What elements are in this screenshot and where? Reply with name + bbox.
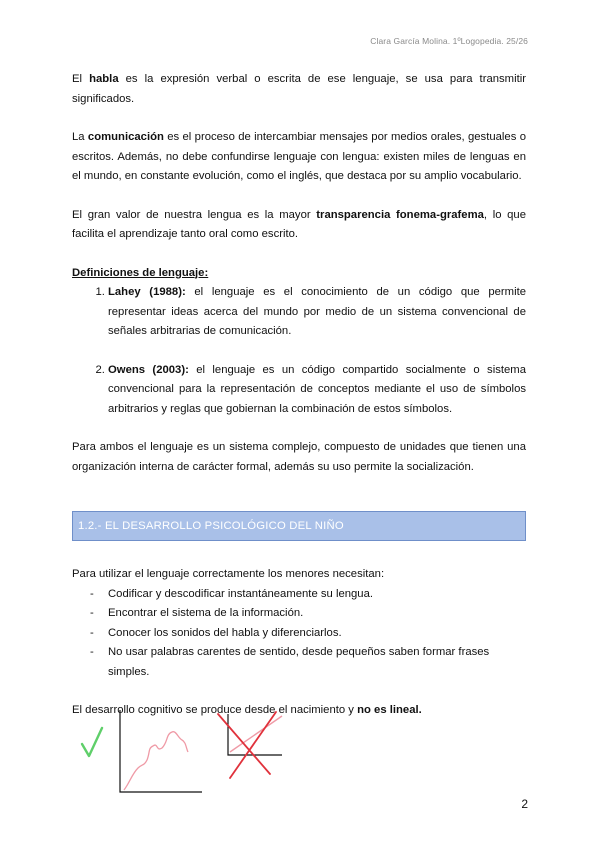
- nonlinear-graph-axes: [120, 710, 202, 792]
- page-number: 2: [521, 797, 528, 811]
- term-comunicacion: comunicación: [87, 131, 164, 143]
- definition-author: Owens (2003):: [108, 363, 189, 376]
- paragraph-habla: [72, 70, 526, 109]
- paragraph-summary: Para ambos el lenguaje es un sistema complejo, compuesto de unidades que tienen una organización interna de carácter formal, además su uso permite la socialización.: [72, 441, 526, 473]
- term-transparencia: transparencia fonema-grafema: [316, 208, 484, 221]
- nonlinear-curve: [124, 732, 188, 790]
- text: El desarrollo cognitivo se produce desde el nacimiento y: [72, 704, 358, 716]
- term-habla: habla: [89, 73, 119, 85]
- dash-bullet: -: [90, 607, 94, 619]
- list-item-text: No usar palabras carentes de sentido, desde pequeños saben formar frases simples.: [108, 646, 490, 678]
- development-sketch: [72, 708, 302, 800]
- dash-bullet: -: [90, 626, 94, 639]
- text: El: [72, 73, 90, 85]
- definitions-title: Definiciones de lenguaje:: [72, 266, 209, 279]
- needs-intro: Para utilizar el lenguaje correctamente los menores necesitan:: [72, 568, 385, 580]
- text: es la expresión verbal o escrita de ese lenguaje, se usa para transmitir significados.: [72, 73, 527, 105]
- dash-bullet: -: [90, 587, 94, 600]
- list-item-text: Codificar y descodificar instantáneamente su lengua.: [108, 587, 374, 600]
- definitions-list: [72, 283, 526, 419]
- dash-bullet: -: [90, 646, 94, 658]
- definition-item: [108, 361, 526, 420]
- list-item-text: Conocer los sonidos del habla y diferenciarlos.: [108, 626, 342, 639]
- list-item: [90, 643, 526, 682]
- text: es el proceso de intercambiar mensajes por medios orales, gestuales o escritos. Además, no debe confundirse lenguaje con lengua: existen miles de lenguas en el mundo, en constante evolución, como el inglés, que destaca por su amplio vocabulario.: [72, 131, 526, 182]
- emphasis-no-lineal: no es lineal.: [357, 704, 422, 716]
- document-body: [72, 70, 526, 740]
- section-heading: 1.2.- EL DESARROLLO PSICOLÓGICO DEL NIÑO: [72, 511, 526, 541]
- page-header: Clara García Molina. 1ºLogopedia. 25/26: [370, 36, 528, 46]
- paragraph-comunicacion: [72, 128, 526, 187]
- list-item: [90, 604, 526, 624]
- text: La: [72, 131, 88, 143]
- list-item-text: Encontrar el sistema de la información.: [108, 607, 304, 619]
- linear-line: [230, 716, 282, 752]
- definition-item: [108, 283, 526, 342]
- cross-icon: [218, 712, 276, 778]
- definition-text: el lenguaje es el conocimiento de un código que permite representar ideas acerca del mundo por medio de un sistema convencional de señales arbitrarias de comunicación.: [108, 286, 526, 337]
- definition-text: el lenguaje es un código compartido socialmente o sistema convencional para la representación de conceptos mediante el uso de símbolos arbitrarios y reglas que gobiernan la combinación de estos símbolos.: [108, 363, 526, 415]
- needs-list: [72, 585, 526, 683]
- text: El gran valor de nuestra lengua es la mayor: [72, 208, 317, 221]
- list-item: [90, 624, 526, 644]
- paragraph-transparencia: [72, 206, 526, 245]
- list-item: [90, 585, 526, 605]
- definition-author: Lahey (1988):: [108, 286, 186, 298]
- text: , lo que facilita el aprendizaje tanto oral como escrito.: [72, 208, 527, 240]
- check-icon: [82, 728, 102, 756]
